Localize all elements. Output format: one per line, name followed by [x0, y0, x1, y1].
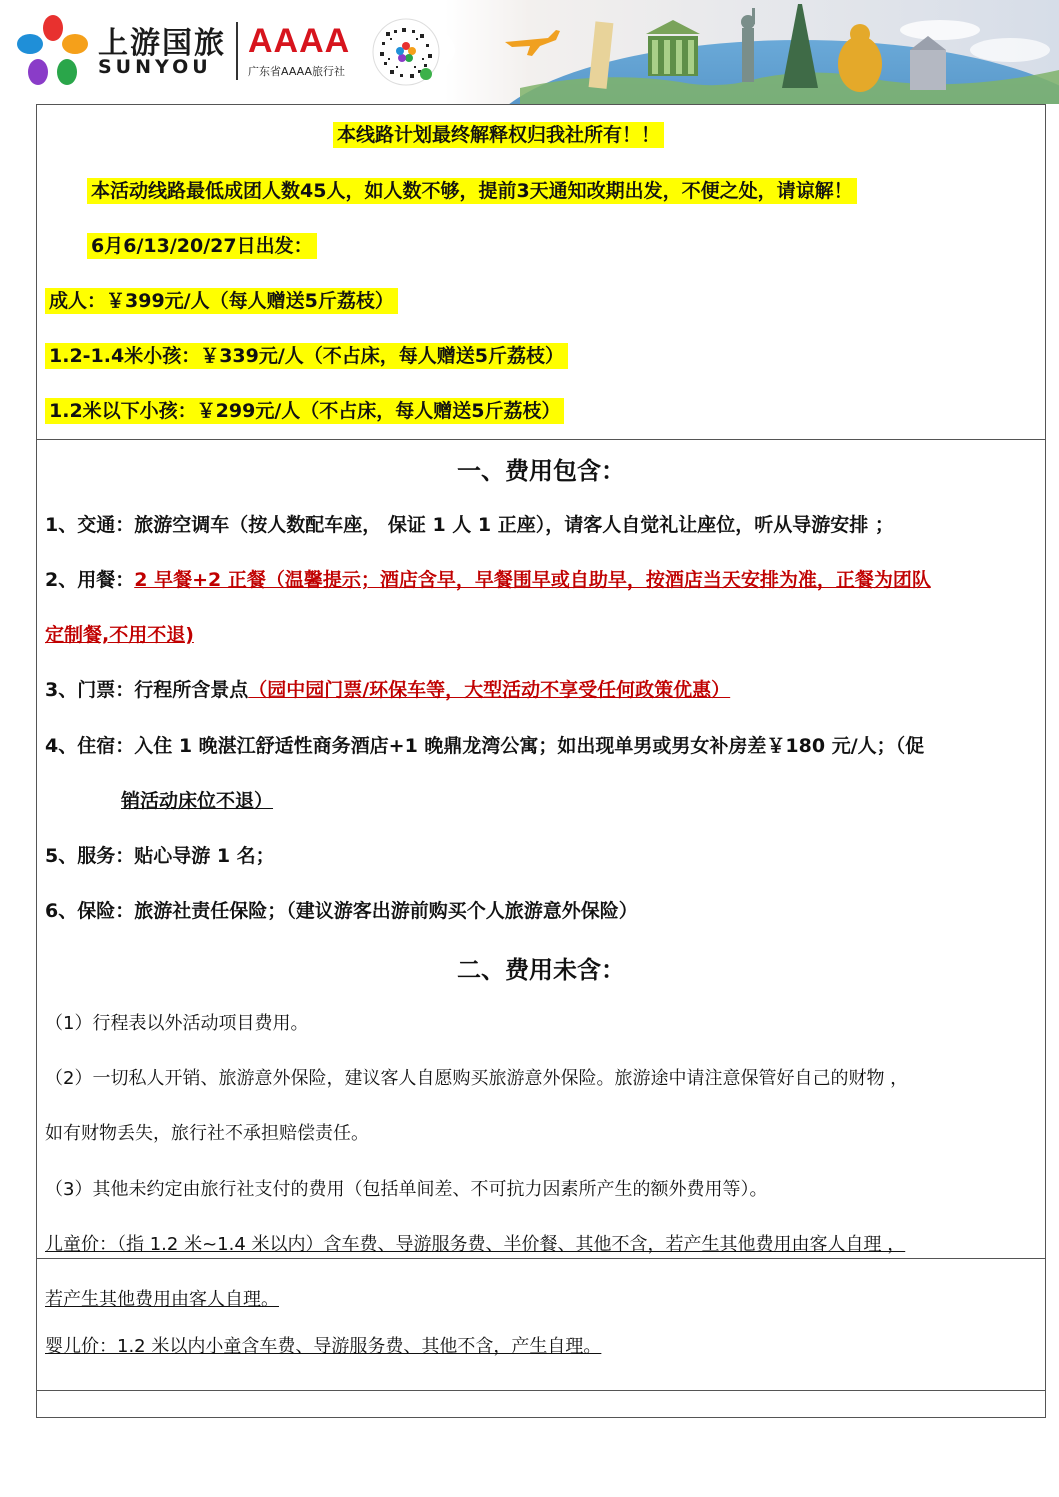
excluded-item-3: （3）其他未约定由旅行社支付的费用（包括单间差、不可抗力因素所产生的额外费用等）。: [45, 1179, 768, 1200]
row-divider: [37, 1390, 1045, 1391]
rights-notice: 本线路计划最终解释权归我社所有！！: [333, 121, 664, 149]
sunyou-logo-icon: [14, 14, 92, 88]
rating-badge: AAAA: [248, 22, 351, 60]
excluded-item-2-cont: 如有财物丢失，旅行社不承担赔偿责任。: [45, 1123, 369, 1144]
excluded-item-2: （2）一切私人开销、旅游意外保险，建议客人自愿购买旅游意外保险。旅游途中请注意保管好自己的财物 ，: [45, 1068, 909, 1089]
infant-price-note: 婴儿价：1.2 米以内小童含车费、导游服务费、其他不含，产生自理。: [45, 1336, 602, 1357]
included-service: 5、服务：贴心导游 1 名；: [45, 845, 275, 867]
itinerary-table: [36, 104, 1046, 1418]
rating-subtitle: 广东省AAAA旅行社: [248, 65, 346, 78]
brand-name-en: SUNYOU: [98, 56, 212, 78]
row-divider: [37, 1258, 1045, 1259]
brand-name-cn: 上游国旅: [98, 26, 226, 61]
excluded-item-1: （1）行程表以外活动项目费用。: [45, 1013, 309, 1034]
header-divider: [236, 22, 238, 80]
wechat-qr-code-icon: [372, 18, 440, 86]
page-header: [0, 0, 1059, 104]
included-insurance: 6、保险：旅游社责任保险；（建议游客出游前购买个人旅游意外保险）: [45, 900, 638, 922]
included-tickets: 3、门票：行程所含景点（园中园门票/环保车等，大型活动不享受任何政策优惠）: [45, 679, 731, 701]
included-transport: 1、交通：旅游空调车（按人数配车座， 保证 1 人 1 正座），请客人自觉礼让座位，听从导游安排 ；: [45, 514, 894, 536]
adult-price: 成人：￥399元/人（每人赠送5斤荔枝）: [45, 287, 398, 315]
included-meals-cont: 定制餐,不用不退): [45, 624, 194, 646]
included-title: 一、费用包含：: [457, 457, 625, 485]
included-hotel: 4、住宿：入住 1 晚湛江舒适性商务酒店+1 晚鼎龙湾公寓；如出现单男或男女补房差￥180 元/人；（促: [45, 735, 925, 757]
departure-dates: 6月6/13/20/27日出发：: [87, 232, 317, 260]
included-meals: 2、用餐：2 早餐+2 正餐（温馨提示；酒店含早，早餐围早或自助早，按酒店当天安排为准，正餐为团队: [45, 569, 931, 591]
included-hotel-cont: 销活动床位不退）: [121, 790, 274, 812]
row-divider: [37, 439, 1045, 440]
excluded-title: 二、费用未含：: [457, 956, 625, 984]
child-small-price: 1.2米以下小孩：￥299元/人（不占床，每人赠送5斤荔枝）: [45, 397, 564, 425]
child-mid-price: 1.2-1.4米小孩：￥339元/人（不占床，每人赠送5斤荔枝）: [45, 342, 568, 370]
child-price-note-cont: 若产生其他费用由客人自理。: [45, 1289, 279, 1310]
min-group-notice: 本活动线路最低成团人数45人，如人数不够，提前3天通知改期出发，不便之处，请谅解！: [87, 177, 857, 205]
child-price-note: 儿童价：（指 1.2 米~1.4 米以内）含车费、导游服务费、半价餐、其他不含，若产生其他费用由客人自理 ，: [45, 1234, 906, 1255]
